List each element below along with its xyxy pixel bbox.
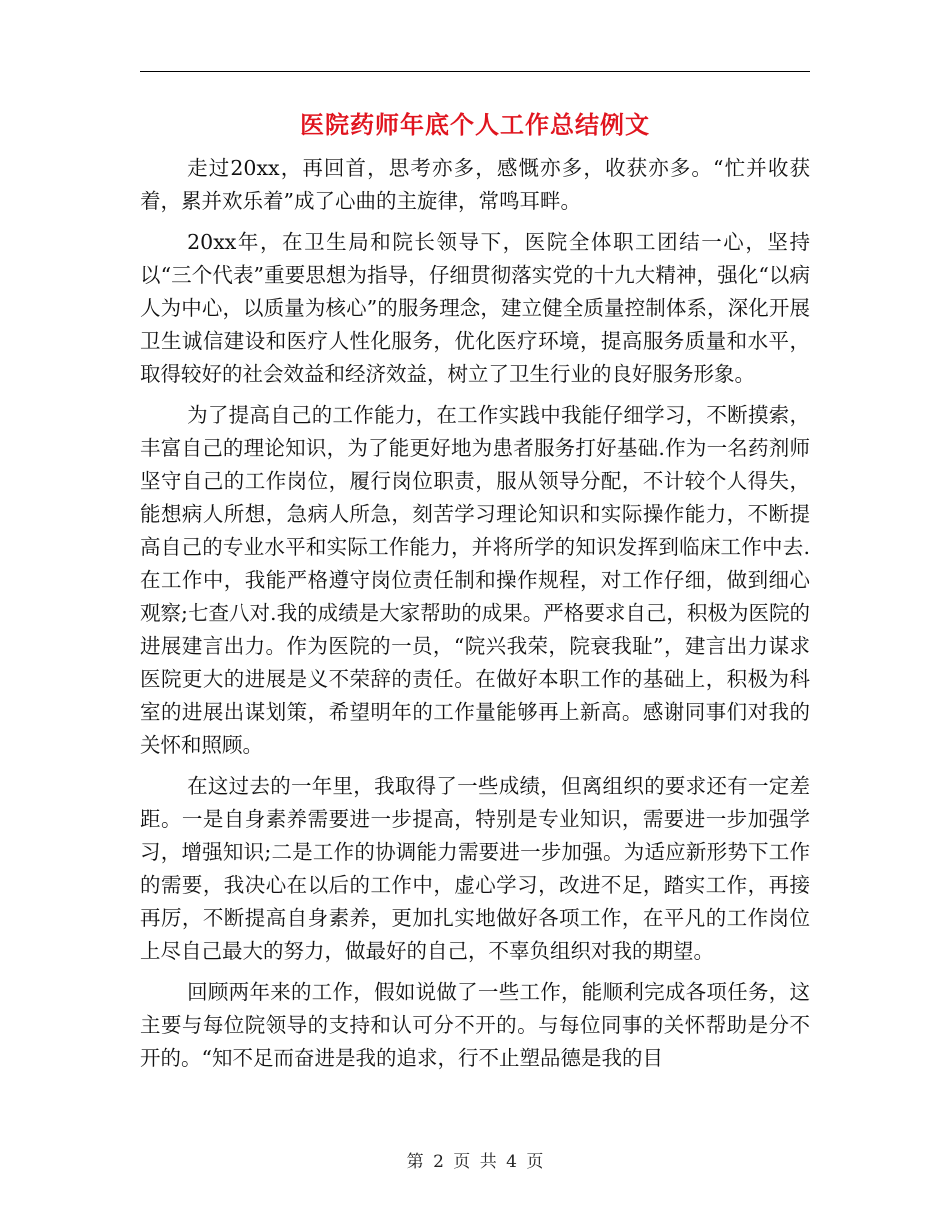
page-label-prefix: 第 (406, 1152, 424, 1172)
current-page-number: 2 (433, 1152, 444, 1172)
page-label-suffix: 页 (526, 1152, 544, 1172)
document-body (140, 152, 810, 1083)
page-label-mid: 页 (453, 1152, 471, 1172)
paragraph-5: 回顾两年来的工作，假如说做了一些工作，能顺利完成各项任务，这主要与每位院领导的支持和认可分不开的。与每位同事的关怀帮助是分不开的。“知不足而奋进是我的追求，行不止塑品德是我的目 (140, 980, 810, 1070)
total-pages-number: 4 (506, 1152, 517, 1172)
paragraph-1: 走过20xx，再回首，思考亦多，感慨亦多，收获亦多。“忙并收获着，累并欢乐着”成了心曲的主旋律，常鸣耳畔。 (140, 156, 810, 213)
header-rule (140, 71, 810, 72)
paragraph-3: 为了提高自己的工作能力，在工作实践中我能仔细学习，不断摸索，丰富自己的理论知识，为了能更好地为患者服务打好基础.作为一名药剂师坚守自己的工作岗位，履行岗位职责，服从领导分配，不计较个人得失，能想病人所想，急病人所急，刻苦学习理论知识和实际操作能力，不断提高自己的专业水平和实际工作能力，并将所学的知识发挥到临床工作中去.在工作中，我能严格遵守岗位责任制和操作规程，对工作仔细，做到细心观察;七查八对.我的成绩是大家帮助的成果。严格要求自己，积极为医院的进展建言出力。作为医院的一员，“院兴我荣，院衰我耻”，建言出力谋求医院更大的进展是义不荣辞的责任。在做好本职工作的基础上，积极为科室的进展出谋划策，希望明年的工作量能够再上新高。感谢同事们对我的关怀和照顾。 (140, 403, 810, 757)
page-footer (0, 1150, 950, 1174)
paragraph-4: 在这过去的一年里，我取得了一些成绩，但离组织的要求还有一定差距。一是自身素养需要进一步提高，特别是专业知识，需要进一步加强学习，增强知识;二是工作的协调能力需要进一步加强。为适应新形势下工作的需要，我决心在以后的工作中，虚心学习，改进不足，踏实工作，再接再厉，不断提高自身素养，更加扎实地做好各项工作，在平凡的工作岗位上尽自己最大的努力，做最好的自己，不辜负组织对我的期望。 (140, 774, 810, 963)
paragraph-2: 20xx年，在卫生局和院长领导下，医院全体职工团结一心，坚持以“三个代表”重要思想为指导，仔细贯彻落实党的十九大精神，强化“以病人为中心，以质量为核心”的服务理念，建立健全质量控制体系，深化开展卫生诚信建设和医疗人性化服务，优化医疗环境，提高服务质量和水平，取得较好的社会效益和经济效益，树立了卫生行业的良好服务形象。 (140, 230, 810, 386)
document-title: 医院药师年底个人工作总结例文 (300, 110, 650, 139)
total-label: 共 (479, 1152, 497, 1172)
